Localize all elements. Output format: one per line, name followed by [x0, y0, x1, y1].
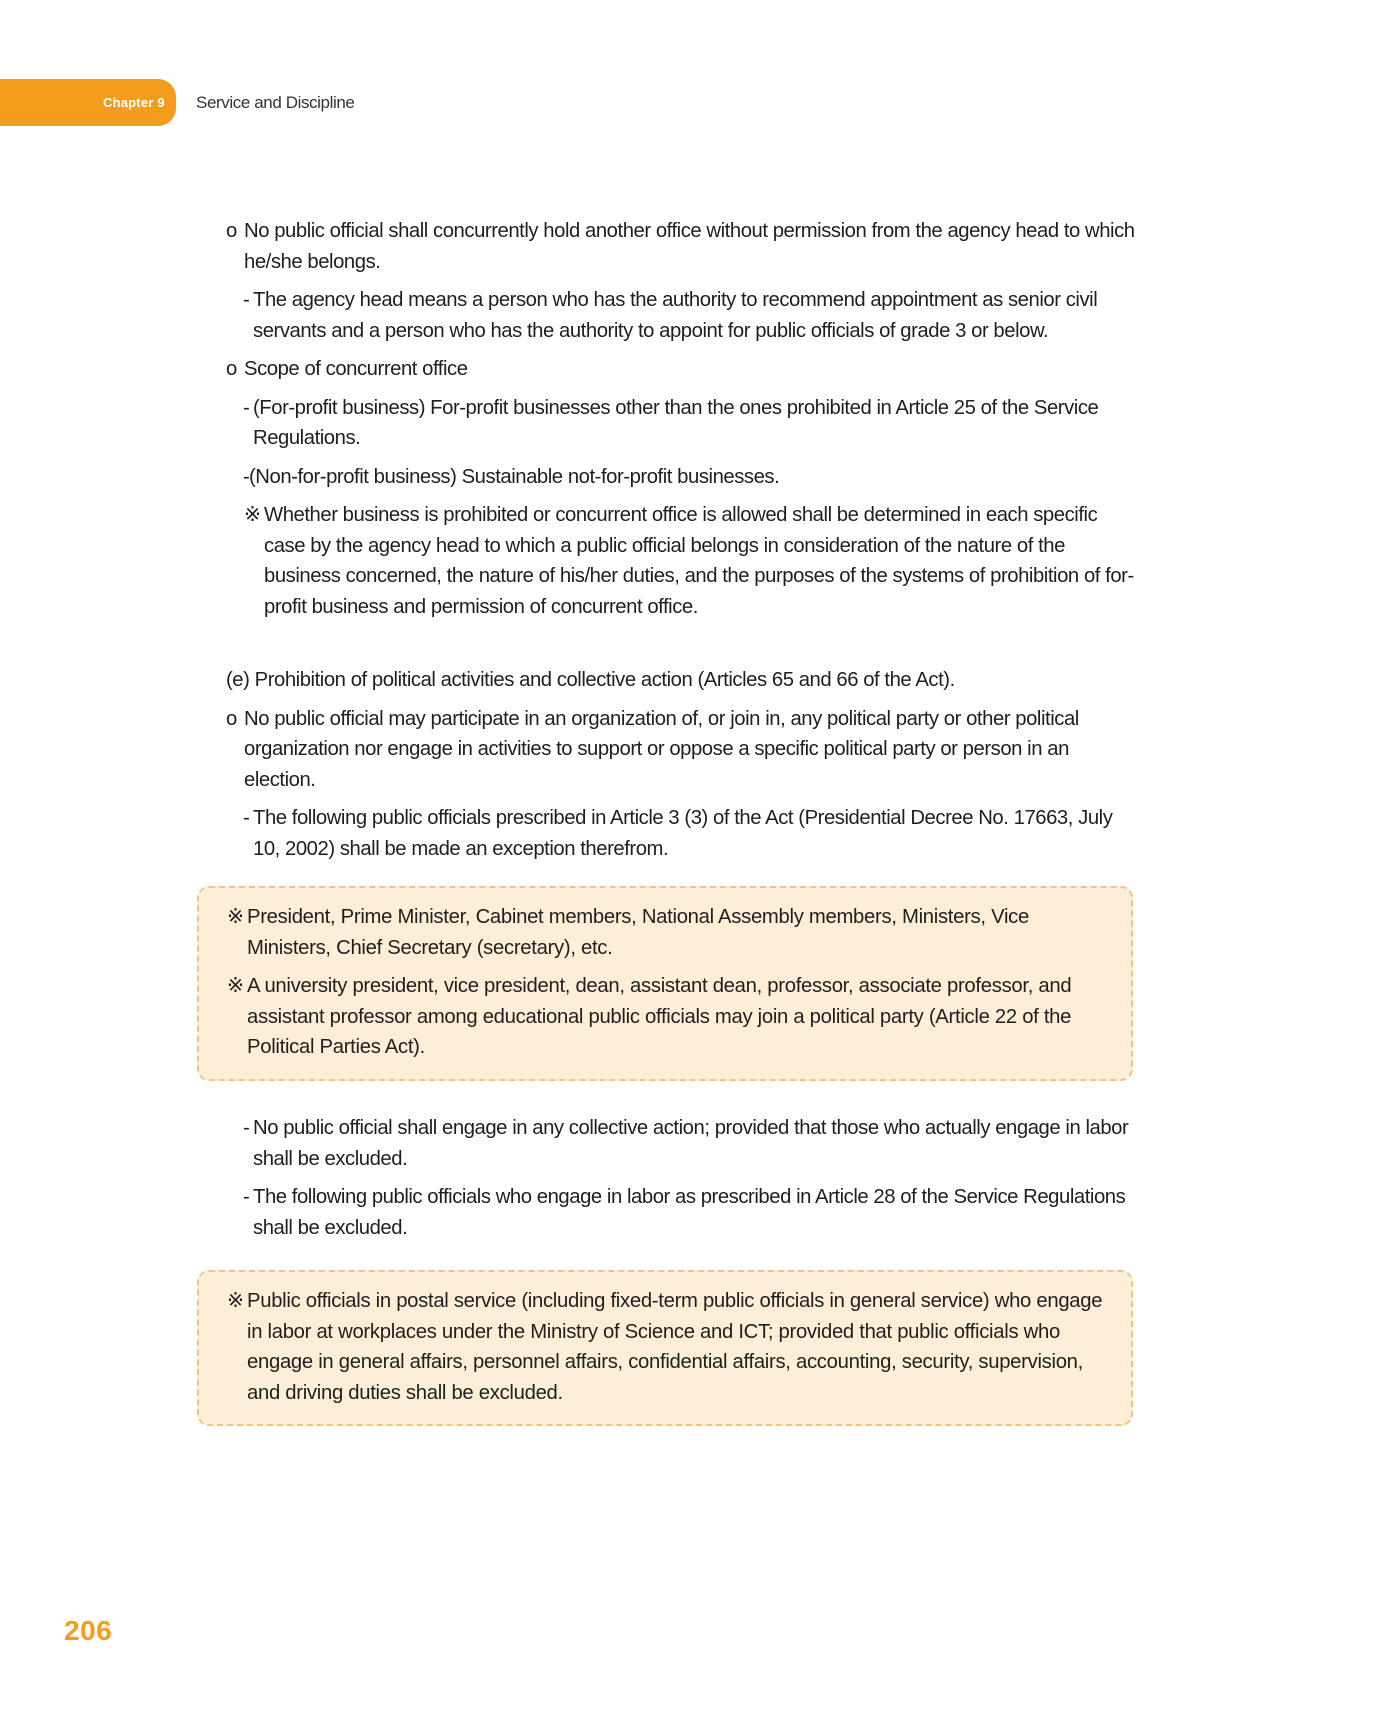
note-business-determination [244, 500, 1136, 622]
dash-marker: - [243, 289, 250, 311]
dash-marker: - [243, 396, 250, 419]
circle-bullet-icon: o [226, 220, 237, 242]
section-heading-political: (e) Prohibition of political activities and collective action (Articles 65 and 66 of the Act). [226, 669, 955, 691]
collective-action-content [226, 1113, 1136, 1251]
bullet-text: Scope of concurrent office [244, 358, 468, 380]
dash-text: The agency head means a person who has the authority to recommend appointment as senior civil servants and a person who has the authority to appoint for public officials of grade 3 or below. [253, 289, 1098, 342]
note-president-list [227, 902, 1103, 963]
dash-not-for-profit [243, 462, 1136, 493]
note-text: Public officials in postal service (including fixed-term public officials in general service) who engage in labor at workplaces under the Ministry of Science and ICT; provided that public officials who engage in general affairs, personnel affairs, confidential affairs, accounting, security, supervision, and driving duties shall be excluded. [247, 1290, 1103, 1404]
dash-marker: - [243, 465, 250, 488]
circle-bullet-icon: o [226, 358, 237, 380]
page-number: 206 [64, 1615, 113, 1646]
bullet-text: No public official shall concurrently hold another office without permission from the agency head to which he/she belongs. [244, 220, 1135, 273]
bullet-text: No public official may participate in an organization of, or join in, any political party or other political organization nor engage in activities to support or oppose a specific political party or person in an election. [244, 707, 1079, 791]
chapter-tab: Chapter 9 [0, 79, 176, 126]
main-content [226, 216, 1136, 872]
dash-text: The following public officials prescribed in Article 3 (3) of the Act (Presidential Decree No. 17663, July 10, 2002) shall be made an exception therefrom. [253, 807, 1113, 860]
reference-mark-icon: ※ [244, 504, 261, 526]
dash-marker: - [243, 1186, 250, 1208]
page-header [0, 79, 1400, 126]
dash-labor-excluded [243, 1182, 1136, 1243]
dash-exception [243, 803, 1136, 864]
dash-collective-action [243, 1113, 1136, 1174]
bullet-scope [226, 354, 1136, 385]
bullet-concurrent-office [226, 216, 1136, 277]
dash-for-profit [243, 393, 1136, 454]
dash-agency-head [243, 285, 1136, 346]
dash-text: No public official shall engage in any collective action; provided that those who actually engage in labor shall be excluded. [253, 1117, 1129, 1170]
dash-marker: - [243, 807, 250, 829]
note-text: A university president, vice president, dean, assistant dean, professor, associate professor, and assistant professor among educational public officials may join a political party (Article 22 of the Political Parties Act). [247, 975, 1072, 1058]
reference-mark-icon: ※ [227, 1290, 244, 1312]
note-postal-service [227, 1286, 1103, 1408]
postal-service-box [197, 1270, 1133, 1426]
note-text: Whether business is prohibited or concurrent office is allowed shall be determined in each specific case by the agency head to which a public official belongs in consideration of the nature of the business concerned, the nature of his/her duties, and the purposes of the systems of prohibition of for-profit business and permission of concurrent office. [264, 504, 1134, 618]
circle-bullet-icon: o [226, 707, 237, 730]
dash-marker: - [243, 1117, 250, 1139]
exception-list-box [197, 886, 1133, 1081]
dash-text: (For-profit business) For-profit businesses other than the ones prohibited in Article 25 of the Service Regulations. [253, 396, 1099, 449]
note-text: President, Prime Minister, Cabinet members, National Assembly members, Ministers, Vice Ministers, Chief Secretary (secretary), etc. [247, 906, 1029, 959]
dash-text: (Non-for-profit business) Sustainable not-for-profit businesses. [249, 465, 780, 488]
chapter-title: Service and Discipline [196, 93, 355, 112]
bullet-political-party [226, 704, 1136, 796]
note-university [227, 971, 1103, 1063]
dash-text: The following public officials who engage in labor as prescribed in Article 28 of the Service Regulations shall be excluded. [253, 1186, 1126, 1239]
reference-mark-icon: ※ [227, 975, 244, 997]
reference-mark-icon: ※ [227, 906, 244, 928]
